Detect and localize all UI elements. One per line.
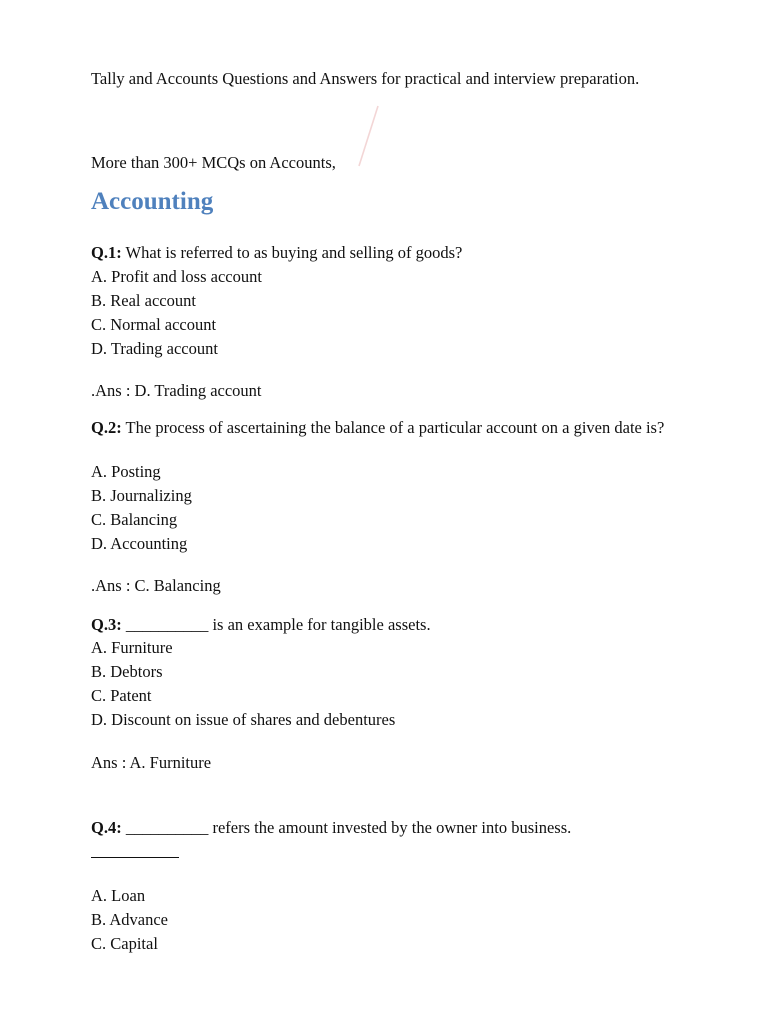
option-b: B. Journalizing: [91, 486, 192, 505]
question-4-text: [91, 817, 571, 838]
question-text: The process of ascertaining the balance of a particular account on a given date is?: [121, 418, 665, 437]
option-a: A. Posting: [91, 462, 161, 481]
question-label: Q.2:: [91, 418, 122, 437]
question-4-options: [91, 885, 168, 954]
answer-1: .Ans : D. Trading account: [91, 381, 262, 400]
option-c: C. Patent: [91, 686, 152, 705]
option-c: C. Balancing: [91, 510, 178, 529]
intro-subtext: More than 300+ MCQs on Accounts,: [91, 153, 336, 172]
question-2-options: [91, 461, 192, 554]
option-d: D. Trading account: [91, 339, 218, 358]
question-label: Q.4:: [91, 818, 122, 837]
option-c: C. Capital: [91, 934, 158, 953]
section-heading: Accounting: [91, 188, 214, 215]
option-a: A. Furniture: [91, 638, 173, 657]
option-d: D. Discount on issue of shares and debentures: [91, 710, 396, 729]
option-d: D. Accounting: [91, 534, 188, 553]
option-b: B. Real account: [91, 291, 196, 310]
question-text: What is referred to as buying and selling of goods?: [121, 243, 463, 262]
question-2-text: [91, 418, 691, 437]
answer-3: Ans : A. Furniture: [91, 753, 212, 772]
intro-text: Tally and Accounts Questions and Answers for practical and interview preparation.: [91, 69, 640, 88]
option-b: B. Debtors: [91, 662, 163, 681]
question-label: Q.3:: [91, 615, 122, 634]
question-text: __________ refers the amount invested by the owner into business.: [121, 818, 572, 837]
option-a: A. Profit and loss account: [91, 267, 262, 286]
option-a: A. Loan: [91, 886, 146, 905]
fill-in-blank-line: [91, 857, 179, 858]
question-1: [91, 242, 462, 359]
pen-stroke-mark: [356, 104, 380, 168]
answer-2: .Ans : C. Balancing: [91, 576, 221, 595]
question-3: [91, 614, 431, 730]
option-c: C. Normal account: [91, 315, 217, 334]
option-b: B. Advance: [91, 910, 168, 929]
question-label: Q.1:: [91, 243, 122, 262]
question-text: __________ is an example for tangible assets.: [121, 615, 431, 634]
